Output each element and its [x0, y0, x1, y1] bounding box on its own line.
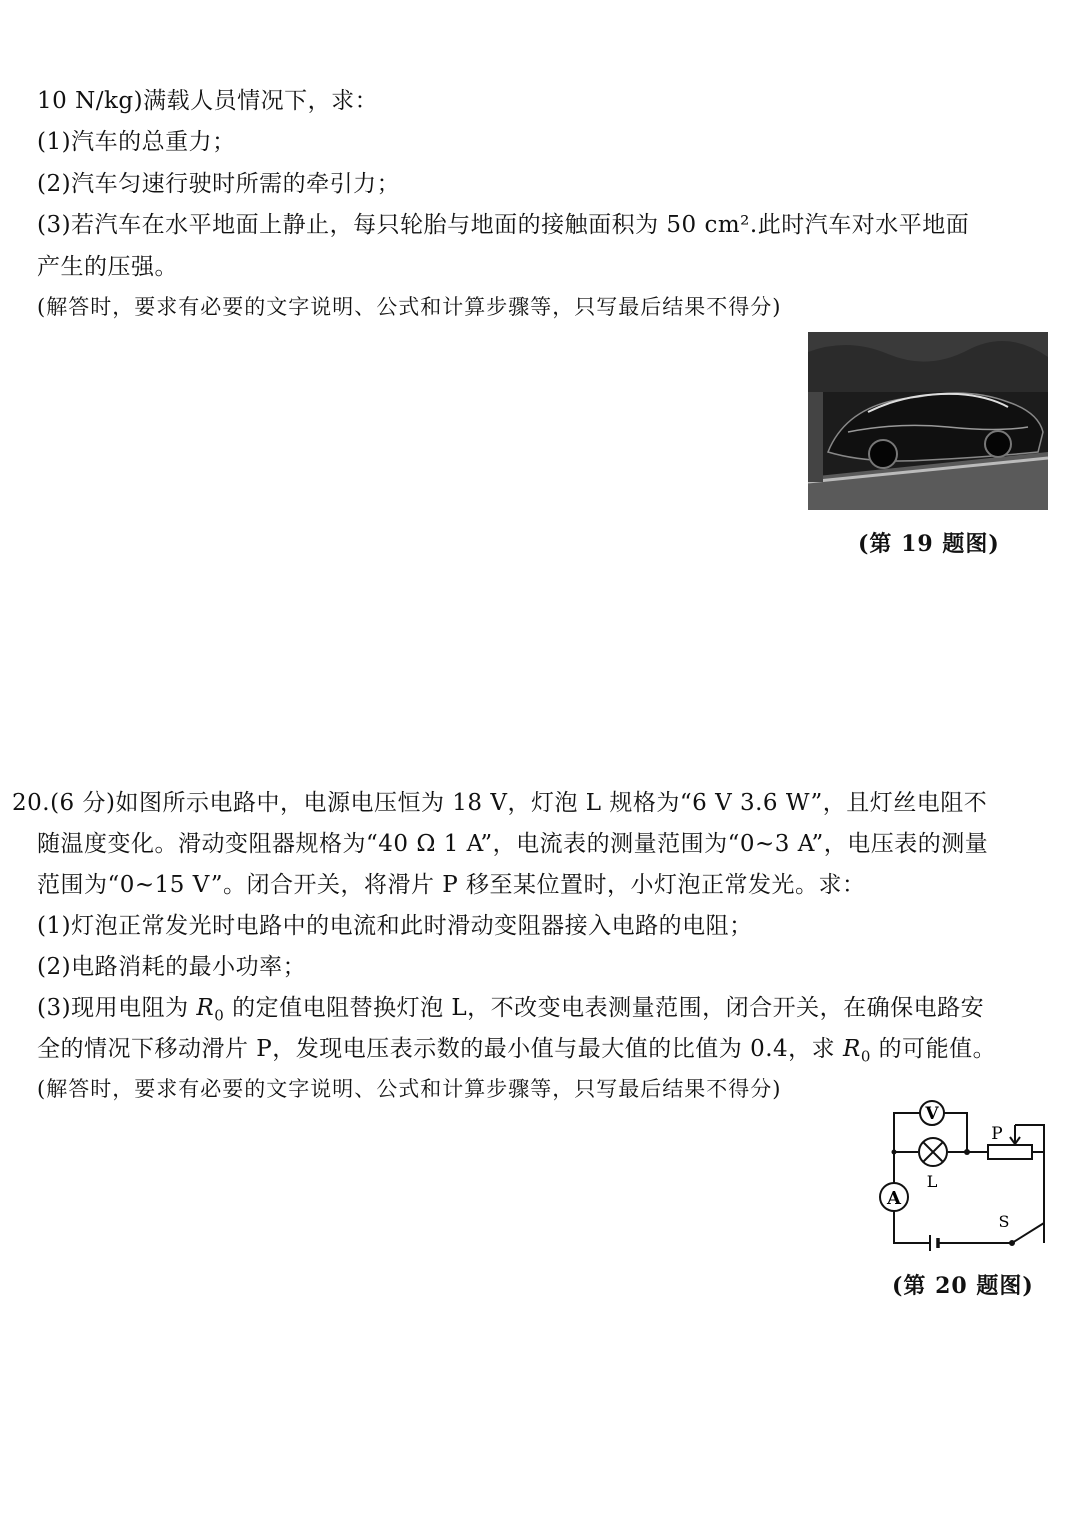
- circuit-diagram: [872, 1095, 1052, 1255]
- voltmeter-label: V: [925, 1104, 939, 1124]
- junction-node: [892, 1150, 897, 1155]
- q19-part-2: (2)汽车匀速行驶时所需的牵引力；: [37, 171, 401, 197]
- r0-symbol: R: [196, 995, 215, 1021]
- lamp-label: L: [926, 1172, 938, 1191]
- q20-part-3-line-a: (3)现用电阻为 $R_0$ 的定值电阻替换灯泡 L，不改变电表测量范围，闭合开关，在确保电路安: [37, 995, 985, 1025]
- car-photo: [808, 332, 1048, 510]
- junction-node: [964, 1149, 970, 1155]
- q20-part-2: (2)电路消耗的最小功率；: [37, 954, 307, 980]
- car-photo-illustration: [808, 332, 1048, 510]
- q19-figure-caption: (第 19 题图): [858, 531, 1000, 557]
- voltmeter-symbol: [920, 1101, 944, 1125]
- r0-symbol: R: [843, 1036, 861, 1062]
- q20-stem-line-1: 20.(6 分)如图所示电路中，电源电压恒为 18 V，灯泡 L 规格为“6 V 3.6 W”，且灯丝电阻不: [12, 790, 988, 816]
- q20-figure-caption: (第 20 题图): [892, 1273, 1034, 1299]
- rheostat-body: [988, 1145, 1032, 1159]
- q19-part-3-line-a: (3)若汽车在水平地面上静止，每只轮胎与地面的接触面积为 50 cm².此时汽车对水平地面: [37, 212, 970, 238]
- switch-lever: [938, 1223, 1044, 1243]
- q20-part-1: (1)灯泡正常发光时电路中的电流和此时滑动变阻器接入电路的电阻；: [37, 913, 753, 939]
- q20-part-3-line-b: 全的情况下移动滑片 P，发现电压表示数的最小值与最大值的比值为 0.4，求 $R_0$ 的可能值。: [37, 1036, 997, 1066]
- switch-label: S: [998, 1212, 1010, 1231]
- q19-part-1: (1)汽车的总重力；: [37, 129, 236, 155]
- ammeter-label: A: [887, 1188, 901, 1209]
- slider-label: P: [991, 1124, 1003, 1144]
- q19-answer-note: (解答时，要求有必要的文字说明、公式和计算步骤等，只写最后结果不得分): [37, 295, 782, 319]
- lamp-symbol: [919, 1138, 947, 1166]
- q19-intro-line: 10 N/kg)满载人员情况下，求：: [37, 88, 379, 114]
- ammeter-symbol: [880, 1183, 908, 1211]
- q20-answer-note: (解答时，要求有必要的文字说明、公式和计算步骤等，只写最后结果不得分): [37, 1077, 782, 1101]
- q20-stem-line-2: 随温度变化。滑动变阻器规格为“40 Ω 1 A”，电流表的测量范围为“0~3 A”，电压表的测量: [37, 831, 989, 857]
- q20-stem-line-3: 范围为“0~15 V”。闭合开关，将滑片 P 移至某位置时，小灯泡正常发光。求：: [37, 872, 866, 898]
- q19-part-3-line-b: 产生的压强。: [37, 254, 178, 280]
